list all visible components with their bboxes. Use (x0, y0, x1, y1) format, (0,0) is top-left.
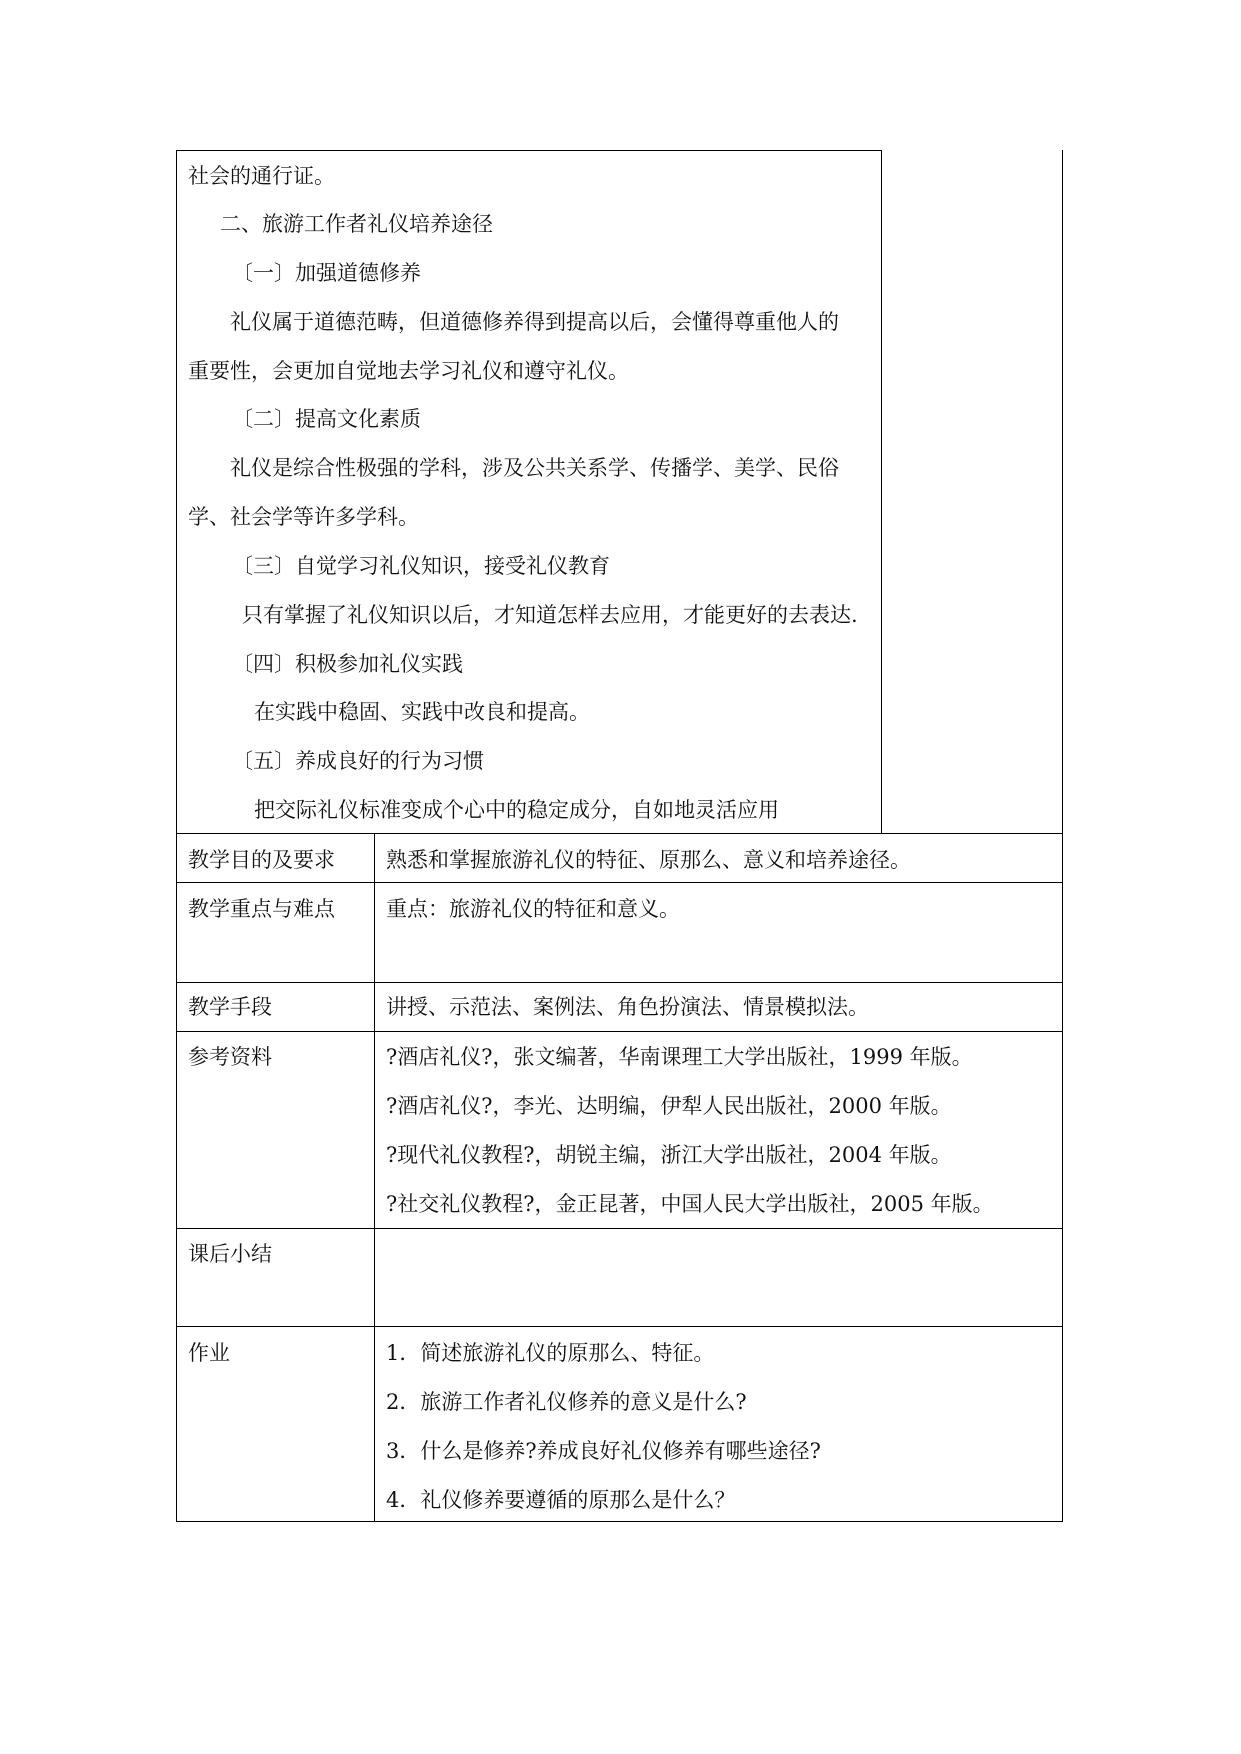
table-bottom-border (176, 1521, 1063, 1522)
table-left-border (176, 833, 177, 1522)
row-divider-5 (176, 1326, 1063, 1327)
row-content-key-points: 重点：旅游礼仪的特征和意义。 (386, 897, 680, 921)
top-line-12: 在实践中稳固、实践中改良和提高。 (254, 700, 590, 724)
top-line-2: 二、旅游工作者礼仪培养途径 (220, 212, 493, 236)
top-line-14: 把交际礼仪标准变成个心中的稳定成分，自如地灵活应用 (254, 798, 779, 822)
homework-item-4: 4．礼仪修养要遵循的原那么是什么？ (386, 1488, 736, 1512)
row-label-key-points: 教学重点与难点 (188, 897, 335, 921)
homework-item-2: 2．旅游工作者礼仪修养的意义是什么? (386, 1390, 747, 1414)
top-line-9: 〔三〕自觉学习礼仪知识，接受礼仪教育 (232, 554, 610, 578)
row-content-methods: 讲授、示范法、案例法、角色扮演法、情景模拟法。 (386, 995, 869, 1019)
top-line-1: 社会的通行证。 (188, 164, 335, 188)
row-label-methods: 教学手段 (188, 995, 272, 1019)
table-column-divider (374, 833, 375, 1522)
row-divider-1 (176, 882, 1063, 883)
reference-item-3: ?现代礼仪教程?，胡锐主编，浙江大学出版社，2004 年版。 (386, 1143, 952, 1167)
reference-item-1: ?酒店礼仪?，张文编著，华南课理工大学出版社，1999 年版。 (386, 1045, 973, 1069)
row-label-objectives: 教学目的及要求 (188, 848, 335, 872)
row-label-summary: 课后小结 (188, 1242, 272, 1266)
reference-item-4: ?社交礼仪教程?，金正昆著，中国人民大学出版社，2005 年版。 (386, 1192, 994, 1216)
top-line-11: 〔四〕积极参加礼仪实践 (232, 652, 463, 676)
top-line-6: 〔二〕提高文化素质 (232, 407, 421, 431)
outer-right-border-fragment (1062, 150, 1063, 833)
reference-item-2: ?酒店礼仪?，李光、达明编，伊犁人民出版社，2000 年版。 (386, 1094, 952, 1118)
top-box-left-border (176, 150, 177, 833)
top-line-13: 〔五〕养成良好的行为习惯 (232, 749, 484, 773)
top-line-5: 重要性，会更加自觉地去学习礼仪和遵守礼仪。 (188, 359, 629, 383)
table-right-border (1062, 833, 1063, 1522)
row-label-references: 参考资料 (188, 1045, 272, 1069)
top-line-4: 礼仪属于道德范畴，但道德修养得到提高以后，会懂得尊重他人的 (230, 310, 839, 334)
row-label-homework: 作业 (188, 1341, 230, 1365)
row-divider-4 (176, 1228, 1063, 1229)
homework-item-3: 3．什么是修养?养成良好礼仪修养有哪些途径? (386, 1439, 821, 1463)
row-divider-2 (176, 982, 1063, 983)
top-box-right-border (881, 150, 882, 833)
homework-item-1: 1．简述旅游礼仪的原那么、特征。 (386, 1341, 715, 1365)
row-divider-3 (176, 1031, 1063, 1032)
top-line-8: 学、社会学等许多学科。 (188, 505, 419, 529)
top-box-top-border (176, 150, 882, 151)
top-line-7: 礼仪是综合性极强的学科，涉及公共关系学、传播学、美学、民俗 (230, 456, 839, 480)
table-top-border (176, 833, 1063, 834)
row-content-objectives: 熟悉和掌握旅游礼仪的特征、原那么、意义和培养途径。 (386, 848, 911, 872)
top-line-10: 只有掌握了礼仪知识以后，才知道怎样去应用，才能更好的去表达. (242, 603, 858, 627)
top-line-3: 〔一〕加强道德修养 (232, 261, 421, 285)
